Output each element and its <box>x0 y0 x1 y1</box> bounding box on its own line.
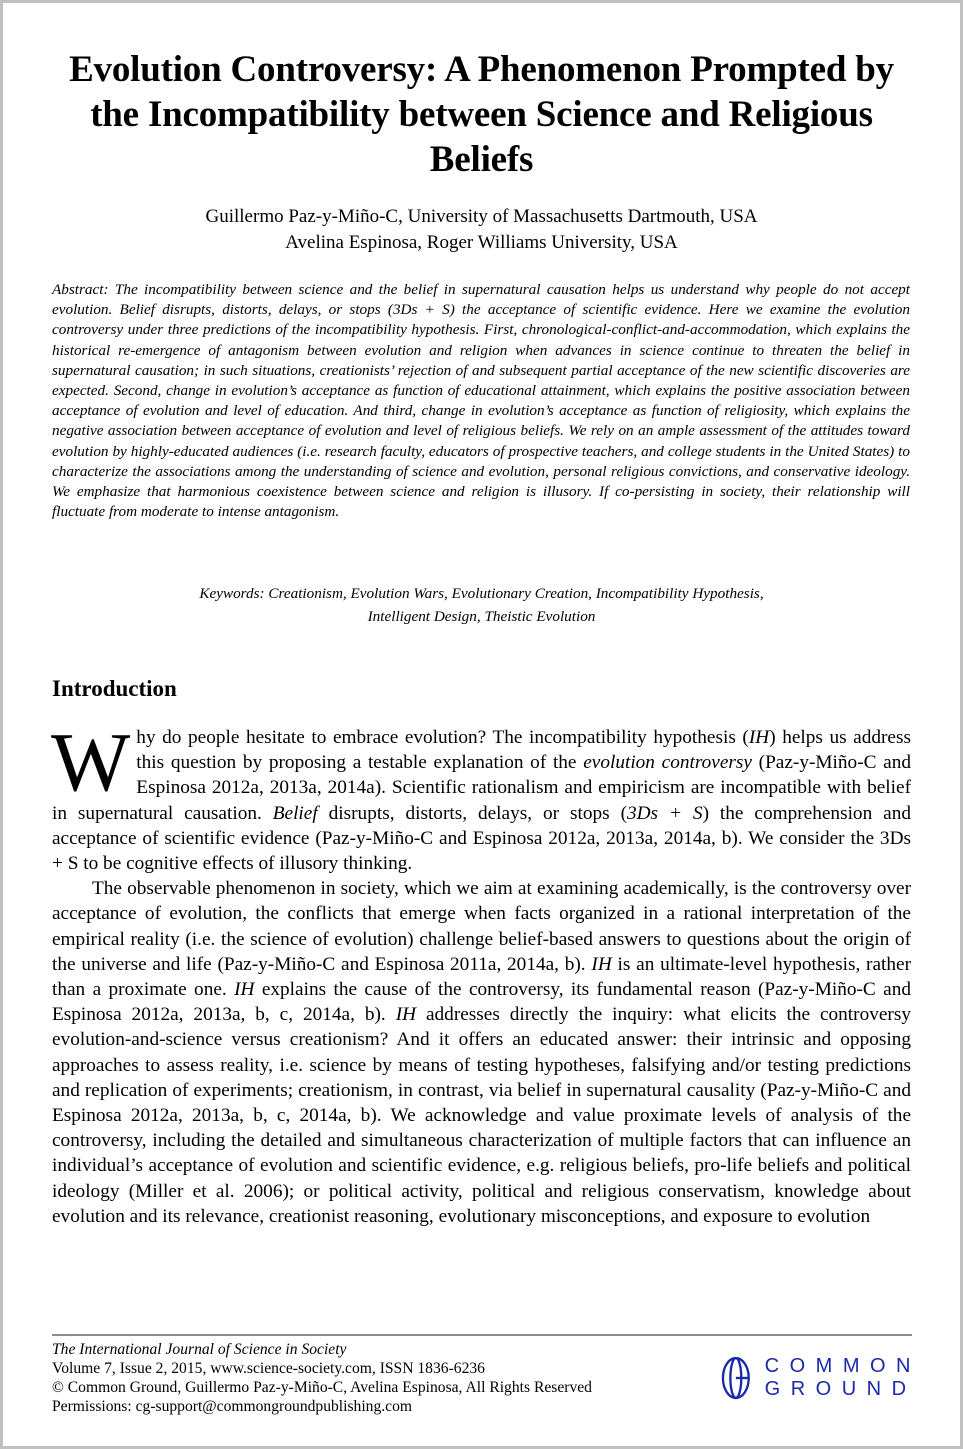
body-text <box>51 716 912 1229</box>
volume-info: Volume 7, Issue 2, 2015, www.science-society.com, ISSN 1836-6236 <box>52 1360 485 1377</box>
paper-title: Evolution Controversy: A Phenomenon Prompted by the Incompatibility between Science and Religious Beliefs <box>69 49 894 180</box>
common-ground-logo-icon <box>721 1350 751 1406</box>
keywords-line-2: Intelligent Design, Theistic Evolution <box>367 608 596 625</box>
italic-run: IH <box>395 1004 417 1026</box>
logo-line-1: COMMON <box>764 1355 921 1377</box>
text-run: addresses directly the inquiry: what elicits the controversy evolution-and-science versus creationism? And it offers an educated answer: their intrinsic and opposing approaches to assess reality, i.e. science by means of testing hypotheses, falsifying and/or testing predictions and replication of experiments; creationism, in contrast, via belief in supernatural causality (Paz-y-Miño-C and Espinosa 2012a, 2013a, b, c, 2014a, b). We acknowledge and value proximate levels of analysis of the controversy, including the detailed and simultaneous characterization of multiple factors that can influence an individual’s acceptance of evolution and scientific evidence, e.g. religious beliefs, pro-life beliefs and political ideology (Miller et al. 2006); or political activity, political and religious conservatism, knowledge about evolution and its relevance, creationist reasoning, evolutionary misconceptions, and exposure to evolution <box>52 1004 911 1227</box>
copyright-notice: © Common Ground, Guillermo Paz-y-Miño-C, Avelina Espinosa, All Rights Reserved <box>52 1379 592 1396</box>
footer-divider <box>52 1334 912 1336</box>
italic-run: 3Ds + S <box>626 802 703 824</box>
author-1: Guillermo Paz-y-Miño-C, University of Massachusetts Dartmouth, USA <box>205 206 758 227</box>
paragraph-2 <box>52 876 911 1229</box>
italic-run: IH <box>234 979 255 1001</box>
paragraph-1 <box>51 716 912 876</box>
text-run: (Paz-y-Miño-C and Espinosa 2012a, 2013a, 2014a). Scientific rationalism and empiricism are incompatible with belief in supernatural causation. <box>52 752 912 824</box>
text-run: is an ultimate-level hypothesis, rather than a proximate one. <box>52 953 911 1001</box>
journal-name: The International Journal of Science in Society <box>52 1341 347 1358</box>
author-list <box>43 204 920 256</box>
author-2: Avelina Espinosa, Roger Williams University, USA <box>285 232 678 253</box>
italic-run: evolution controversy <box>583 752 752 774</box>
text-run: explains the cause of the controversy, its fundamental reason (Paz-y-Miño-C and Espinosa 2012a, 2013a, b, c, 2014a, b). <box>52 979 911 1026</box>
text-run: ) the comprehension and acceptance of scientific evidence (Paz-y-Miño-C and Espinosa 2012a, 2013a, 2014a, b). We consider the 3Ds + S to be cognitive effects of illusory thinking. <box>52 802 911 875</box>
footer <box>52 1340 692 1416</box>
keywords <box>43 582 920 628</box>
abstract: Abstract: The incompatibility between science and the belief in supernatural causation helps us understand why people do not accept evolution. Belief disrupts, distorts, delays, or stops (3Ds + S) the acceptance of scientific evidence. Here we examine the evolution controversy under three predictions of the incompatibility hypothesis. First, chronological-conflict-and-accommodation, which explains the historical re-emergence of antagonism between evolution and religion when advances in science continue to threaten the belief in supernatural causation; in such situations, creationists’ rejection of and subsequent partial acceptance of the new scientific discoveries are expected. Second, change in evolution’s acceptance as function of educational attainment, which explains the positive association between acceptance of evolution and level of education. And third, change in evolution’s acceptance as function of religiosity, which explains the negative association between acceptance of evolution and level of religious beliefs. We rely on an ample assessment of the attitudes toward evolution by highly-educated audiences (i.e. research faculty, educators of prospective teachers, and college students in the United States) to characterize the associations among the understanding of science and evolution, personal religious convictions, and conservative ideology. We emphasize that harmonious coexistence between science and religion is illusory. If co-persisting in society, their relationship will fluctuate from moderate to intense antagonism. <box>52 281 910 521</box>
italic-run: IH <box>591 953 612 975</box>
logo-wordmark <box>765 1355 921 1401</box>
section-heading-introduction: Introduction <box>52 676 177 701</box>
common-ground-logo <box>721 1348 921 1408</box>
logo-line-2: GROUND <box>764 1378 917 1400</box>
drop-cap: W <box>51 716 131 809</box>
italic-run: Belief <box>272 802 318 824</box>
text-run: ) helps us address this question by proposing a testable explanation of the <box>136 727 911 774</box>
keywords-line-1: Keywords: Creationism, Evolution Wars, Evolutionary Creation, Incompatibility Hypothesis, <box>199 585 764 602</box>
text-run: hy do people hesitate to embrace evolution? The incompatibility hypothesis ( <box>136 727 749 748</box>
text-run: The observable phenomenon in society, which we aim at examining academically, is the controversy over acceptance of evolution, the conflicts that emerge when facts organized in a rational interpretation of the empirical reality (i.e. the science of evolution) challenge belief-based answers to questions about the origin of the universe and life (Paz-y-Miño-C and Espinosa 2011a, 2014a, b). <box>52 878 911 975</box>
permissions-contact: Permissions: cg-support@commongroundpublishing.com <box>52 1398 413 1415</box>
italic-run: IH <box>748 727 770 748</box>
text-run: disrupts, distorts, delays, or stops ( <box>317 802 627 824</box>
